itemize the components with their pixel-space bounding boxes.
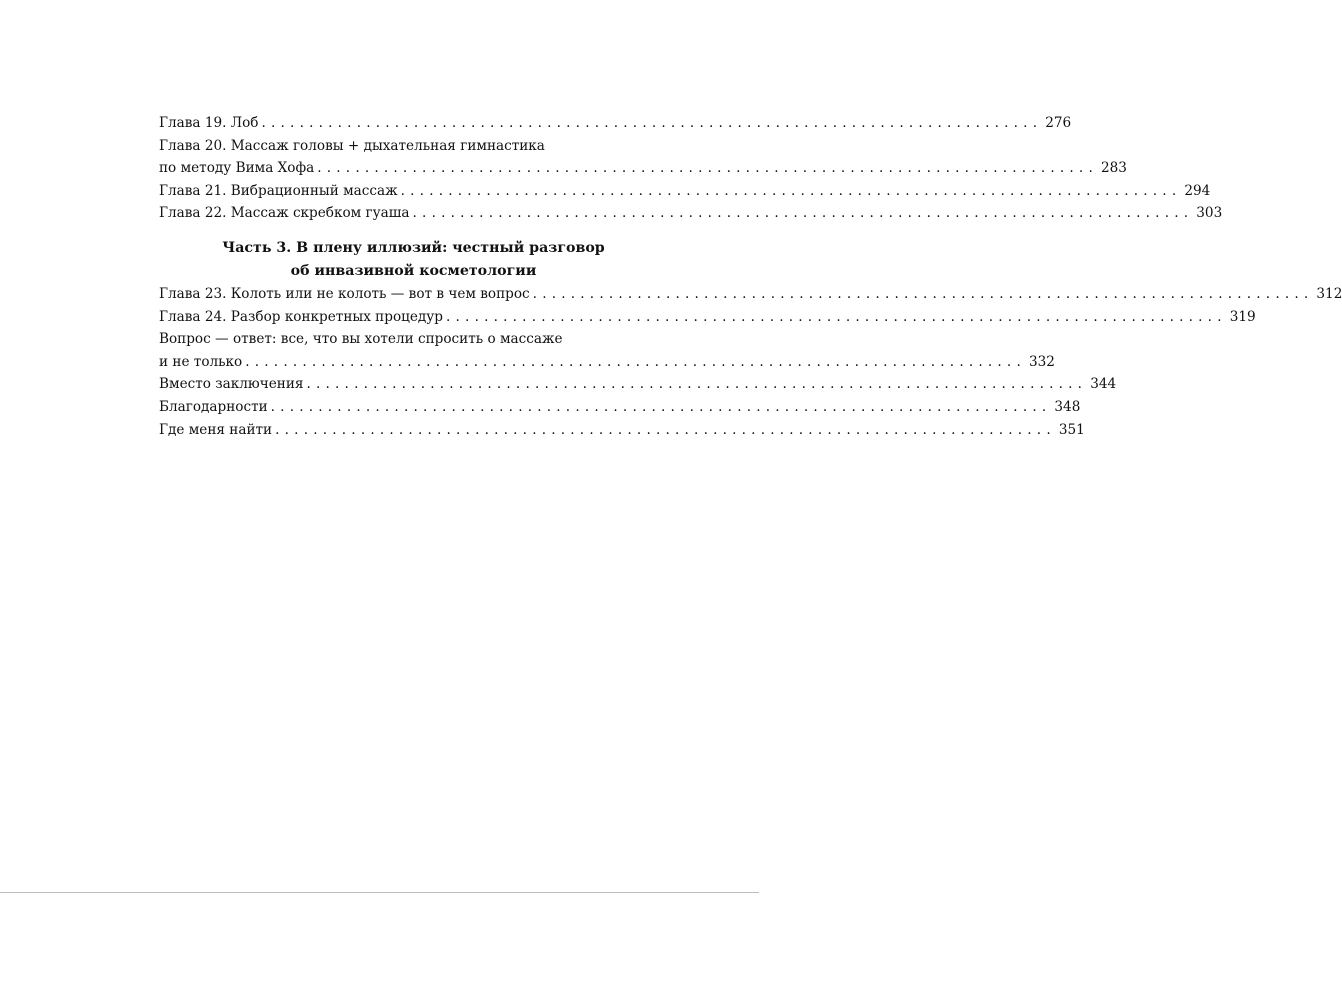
toc-entry-title: Глава 21. Вибрационный массаж bbox=[159, 182, 398, 199]
toc-entry-chapter-21 bbox=[159, 180, 1211, 203]
toc-page-number: 332 bbox=[1028, 353, 1055, 370]
dot-leader: .................................................................................. bbox=[317, 160, 1098, 177]
toc-page-number: 312 bbox=[1316, 285, 1342, 302]
dot-leader: .................................................................................. bbox=[270, 398, 1052, 415]
toc-page-number: 294 bbox=[1184, 182, 1211, 199]
toc-entry-title: и не только bbox=[159, 353, 243, 370]
toc-page-number: 348 bbox=[1054, 398, 1081, 415]
toc-page-number: 283 bbox=[1100, 160, 1127, 177]
toc-entry-title: Глава 22. Массаж скребком гуаша bbox=[159, 205, 410, 222]
table-of-contents bbox=[159, 112, 1342, 441]
toc-entry-chapter-23 bbox=[159, 283, 1342, 306]
toc-entry-acknowledgements bbox=[159, 396, 1081, 419]
dot-leader: .................................................................................. bbox=[400, 182, 1182, 199]
toc-page-number: 319 bbox=[1229, 308, 1256, 325]
part-heading bbox=[159, 237, 668, 283]
toc-entry-title: Глава 24. Разбор конкретных процедур bbox=[159, 308, 443, 325]
toc-entry-title: Глава 23. Колоть или не колоть — вот в чем вопрос bbox=[159, 285, 530, 302]
toc-entry-title-first-line: Глава 20. Массаж головы + дыхательная гимнастика bbox=[159, 137, 545, 154]
dot-leader: .................................................................................. bbox=[245, 353, 1026, 370]
toc-entry-qa bbox=[159, 351, 1055, 374]
dot-leader: .................................................................................. bbox=[306, 376, 1088, 393]
dot-leader: .................................................................................. bbox=[261, 115, 1043, 131]
toc-page-number: 344 bbox=[1090, 376, 1117, 393]
part-heading-line-2: об инвазивной косметологии bbox=[290, 262, 537, 279]
toc-page-number: 351 bbox=[1058, 421, 1085, 438]
toc-entry-chapter-22 bbox=[159, 202, 1223, 225]
toc-entry-chapter-19 bbox=[159, 112, 1072, 135]
toc-entry-title: Вместо заключения bbox=[159, 376, 304, 393]
toc-page-number: 276 bbox=[1045, 115, 1072, 131]
toc-entry-title: Где меня найти bbox=[159, 421, 273, 438]
toc-entry-title-first-line: Вопрос — ответ: все, что вы хотели спросить о массаже bbox=[159, 331, 563, 348]
toc-entry-contacts bbox=[159, 419, 1085, 442]
toc-entry-conclusion bbox=[159, 373, 1117, 396]
dot-leader: .................................................................................. bbox=[412, 205, 1194, 222]
toc-entry-chapter-20 bbox=[159, 157, 1127, 180]
toc-page-number: 303 bbox=[1196, 205, 1223, 222]
part-heading-line-1: Часть 3. В плену иллюзий: честный разговор bbox=[222, 239, 605, 256]
page-bottom-divider bbox=[0, 892, 759, 893]
dot-leader: .................................................................................. bbox=[275, 421, 1056, 438]
toc-entry-title: Благодарности bbox=[159, 398, 268, 415]
dot-leader: .................................................................................. bbox=[446, 308, 1227, 325]
toc-entry-chapter-24 bbox=[159, 306, 1256, 329]
dot-leader: .................................................................................. bbox=[532, 285, 1314, 302]
toc-entry-title: Глава 19. Лоб bbox=[159, 115, 259, 131]
toc-entry-title: по методу Вима Хофа bbox=[159, 160, 315, 177]
